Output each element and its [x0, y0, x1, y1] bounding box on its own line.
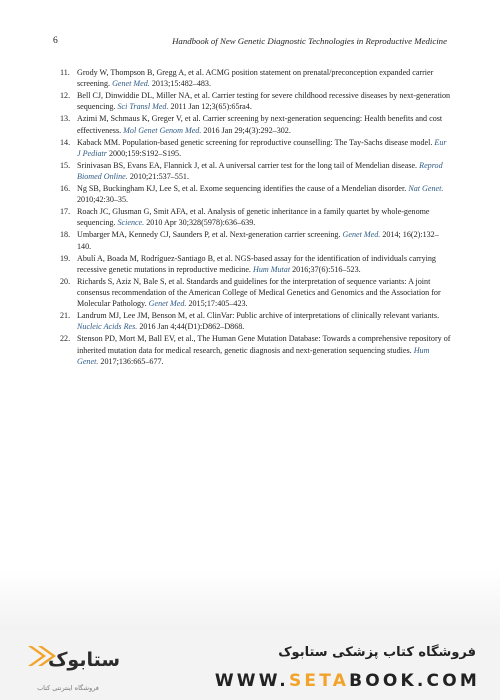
reference-item — [60, 229, 452, 252]
page-header — [53, 36, 447, 50]
reference-citation: 2016 Jan 4;44(D1):D862–D868. — [139, 322, 245, 332]
reference-item — [60, 67, 452, 90]
reference-citation: 2014; 16(2):132–140. — [77, 230, 439, 251]
reference-number: 20. — [60, 276, 71, 286]
reference-item — [60, 183, 452, 206]
reference-number: 15. — [60, 160, 71, 170]
reference-number: 13. — [60, 114, 71, 124]
reference-number: 19. — [60, 253, 71, 263]
reference-source: Mol Genet Genom Med. — [123, 125, 202, 135]
reference-text: Azimi M, Schmaus K, Greger V, et al. Carrier screening by next-generation sequencing: Health benefits and cost effectiveness. — [77, 114, 443, 135]
url-suffix: BOOK.COM — [349, 671, 480, 691]
reference-source: Genet Med. — [148, 299, 187, 309]
reference-number: 18. — [60, 230, 71, 240]
reference-text: Abulí A, Boada M, Rodríguez-Santiago B, et al. NGS-based assay for the identification of individuals carrying recessive genetic mutations in reproductive medicine. — [77, 253, 436, 274]
reference-citation: 2015;17:405–423. — [188, 299, 248, 309]
reference-text: Stenson PD, Mort M, Ball EV, et al., The Human Gene Mutation Database: Towards a comprehensive repository of inherited mutation data for medical research, genetic diagnosis and next-generation sequencing studies. — [77, 334, 451, 355]
url-prefix: WWW. — [214, 671, 289, 691]
reference-number: 22. — [60, 334, 71, 344]
reference-item — [60, 137, 452, 160]
reference-text: Kaback MM. Population-based genetic screening for reproductive counselling: The Tay-Sachs disease model. — [77, 137, 433, 147]
reference-number: 12. — [60, 91, 71, 101]
reference-number: 17. — [60, 207, 71, 217]
reference-number: 21. — [60, 311, 71, 321]
reference-source: Genet Med. — [342, 230, 381, 240]
store-url-link[interactable] — [215, 671, 480, 691]
reference-item — [60, 333, 452, 367]
reference-source: Nucleic Acids Res. — [77, 322, 138, 332]
reference-citation: 2010;21:537–551. — [129, 172, 189, 182]
reference-citation: 2016 Jan 29;4(3):292–302. — [203, 125, 291, 135]
reference-item — [60, 206, 452, 229]
url-accent: SETA — [288, 671, 350, 691]
reference-source: Reprod Biomed Online. — [77, 160, 443, 182]
running-title: Handbook of New Genetic Diagnostic Technologies in Reproductive Medicine — [172, 36, 447, 46]
reference-text: Richards S, Aziz N, Bale S, et al. Standards and guidelines for the interpretation of sequence variants: A joint consensus recommendation of the American College of Medical Genetics and Genomics and the Association for Molecular Pathology. — [77, 276, 441, 309]
reference-source: Science. — [117, 218, 145, 228]
reference-text: Grody W, Thompson B, Gregg A, et al. ACMG position statement on prenatal/preconception expanded carrier screening. — [77, 68, 434, 89]
footer-fade — [0, 570, 500, 630]
reference-number: 16. — [60, 183, 71, 193]
reference-item — [60, 90, 452, 113]
store-name: فروشگاه کتاب پزشکی ستابوک — [278, 645, 476, 660]
reference-source: Hum Mutat — [252, 264, 291, 274]
logo-tagline: فروشگاه اینترنتی کتاب — [37, 684, 99, 692]
reference-text: Landrum MJ, Lee JM, Benson M, et al. ClinVar: Public archive of interpretations of clinically relevant variants. — [77, 311, 440, 321]
reference-source: Hum Genet. — [77, 345, 430, 366]
reference-source: Sci Transl Med. — [117, 102, 169, 112]
reference-item — [60, 310, 452, 333]
reference-number: 11. — [60, 68, 70, 77]
reference-citation: 2013;15:482–483. — [151, 79, 212, 89]
reference-source: Genet Med. — [112, 79, 150, 89]
reference-item — [60, 113, 452, 136]
reference-citation: 2016;37(6):516–523. — [292, 264, 361, 274]
reference-source: Nat Genet. — [408, 183, 444, 193]
reference-text: Roach JC, Glusman G, Smit AFA, et al. Analysis of genetic inheritance in a family quartet by whole-genome sequencing. — [77, 207, 430, 228]
reference-text: Umbarger MA, Kennedy CJ, Saunders P, et al. Next-generation carrier screening. — [77, 230, 341, 240]
logo-wordmark: ستابوک — [47, 649, 121, 671]
reference-number: 14. — [60, 137, 71, 147]
reference-citation: 2011 Jan 12;3(65):65ra4. — [170, 102, 252, 112]
reference-citation: 2000;159:S192–S195. — [108, 148, 182, 158]
reference-text: Ng SB, Buckingham KJ, Lee S, et al. Exome sequencing identifies the cause of a Mendelian disorder. — [77, 183, 407, 193]
reference-list — [60, 67, 452, 368]
reference-citation: 2010 Apr 30;328(5978):636–639. — [146, 218, 256, 228]
reference-text: Bell CJ, Dinwiddie DL, Miller NA, et al. Carrier testing for severe childhood recessive diseases by next-generation sequencing. — [77, 91, 451, 112]
reference-item — [60, 276, 452, 310]
page-number: 6 — [53, 36, 58, 46]
reference-source: Eur J Pediatr — [77, 137, 447, 158]
reference-item — [60, 160, 452, 183]
reference-item — [60, 253, 452, 276]
reference-citation: 2017;136:665–677. — [100, 356, 164, 366]
reference-citation: 2010;42:30–35. — [77, 195, 129, 205]
reference-text: Srinivasan BS, Evans EA, Flannick J, et al. A universal carrier test for the long tail of Mendelian disease. — [77, 160, 418, 170]
